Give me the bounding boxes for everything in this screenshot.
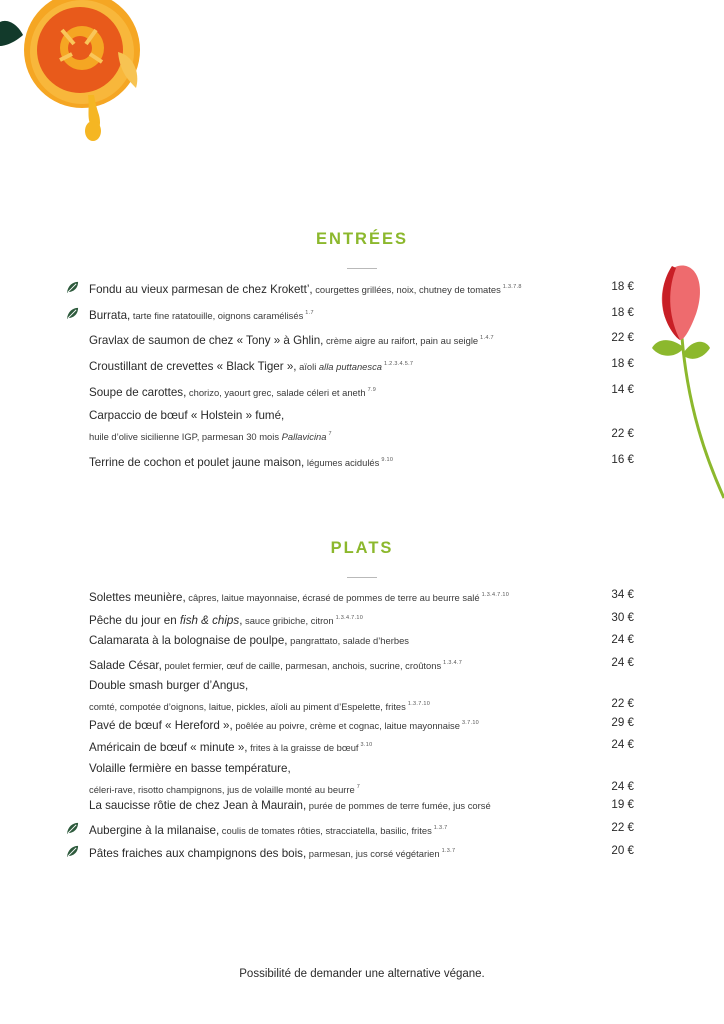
item-price: 24 € xyxy=(611,738,634,751)
item-name: Calamarata à la bolognaise de poulpe, xyxy=(89,634,288,647)
item-price: 18 € xyxy=(611,306,634,319)
item-description: sauce gribiche, citron xyxy=(242,615,334,626)
item-description: poêlée au poivre, crème et cognac, laitue mayonnaise xyxy=(232,720,460,731)
allergen-notes: 1.4.7 xyxy=(480,335,494,341)
menu-item xyxy=(89,795,634,815)
item-description-italic: Pallavicina xyxy=(281,431,327,442)
item-name: Américain de bœuf « minute », xyxy=(89,741,248,754)
item-name: La saucisse rôtie de chez Jean à Maurain, xyxy=(89,799,307,812)
allergen-notes: 1.3.4.7 xyxy=(443,660,463,666)
menu-item xyxy=(89,277,634,297)
section-title-entrees: ENTRÉES xyxy=(316,230,408,248)
item-price: 30 € xyxy=(611,611,634,624)
item-name: Solettes meunière, xyxy=(89,591,186,604)
menu-item xyxy=(89,713,634,733)
allergen-notes: 1.3.7 xyxy=(441,848,456,854)
item-name: Soupe de carottes, xyxy=(89,386,187,399)
section-divider xyxy=(347,577,377,578)
item-name: Gravlax de saumon de chez « Tony » à Ghlin, xyxy=(89,334,324,347)
item-name: Aubergine à la milanaise, xyxy=(89,824,220,837)
item-price: 24 € xyxy=(611,633,634,646)
item-name-suffix: , xyxy=(239,614,243,627)
allergen-notes: 7 xyxy=(356,784,361,790)
item-description: parmesan, jus corsé végétarien xyxy=(306,848,440,859)
item-price: 29 € xyxy=(611,716,634,729)
allergen-notes: 7.9 xyxy=(367,387,377,393)
item-description: chorizo, yaourt grec, salade céleri et aneth xyxy=(186,387,366,398)
item-name: Fondu au vieux parmesan de chez Krokett’, xyxy=(89,283,313,296)
item-price: 24 € xyxy=(611,780,634,793)
menu-item xyxy=(89,675,634,715)
item-description: courgettes grillées, noix, chutney de tomates xyxy=(312,284,501,295)
item-price: 19 € xyxy=(611,798,634,811)
leaf-icon xyxy=(66,307,79,320)
menu-item xyxy=(89,608,634,628)
item-description: tarte fine ratatouille, oignons caramélisés xyxy=(130,310,304,321)
flower-icon xyxy=(648,258,724,503)
item-name: Pêche du jour en xyxy=(89,614,180,627)
item-name: Double smash burger d’Angus, xyxy=(89,679,249,692)
menu-item xyxy=(89,380,634,400)
menu-item xyxy=(89,354,634,374)
allergen-notes: 3.10 xyxy=(360,742,373,748)
menu-item xyxy=(89,818,634,838)
allergen-notes: 1.2.3.4.5.7 xyxy=(384,361,414,367)
menu-item xyxy=(89,405,634,445)
orange-slice-icon xyxy=(0,0,150,150)
item-price: 14 € xyxy=(611,383,634,396)
item-description: pangrattato, salade d’herbes xyxy=(287,635,409,646)
item-description: purée de pommes de terre fumée, jus corsé xyxy=(306,800,491,811)
item-price: 16 € xyxy=(611,453,634,466)
item-description: coulis de tomates rôties, stracciatella, basilic, frites xyxy=(219,825,432,836)
item-description: câpres, laitue mayonnaise, écrasé de pommes de terre au beurre salé xyxy=(185,592,480,603)
menu-item xyxy=(89,758,634,798)
section-divider xyxy=(347,268,377,269)
item-price: 22 € xyxy=(611,427,634,440)
item-price: 22 € xyxy=(611,821,634,834)
allergen-notes: 1.3.7 xyxy=(433,825,448,831)
leaf-icon xyxy=(66,281,79,294)
item-description: céleri-rave, risotto champignons, jus de volaille monté au beurre xyxy=(89,784,355,795)
item-price: 22 € xyxy=(611,697,634,710)
item-price: 24 € xyxy=(611,656,634,669)
item-price: 22 € xyxy=(611,331,634,344)
item-description: comté, compotée d’oignons, laitue, pickles, aïoli au piment d’Espelette, frites xyxy=(89,701,406,712)
section-title-plats: PLATS xyxy=(330,539,394,557)
leaf-icon xyxy=(66,845,79,858)
allergen-notes: 1.3.7.8 xyxy=(502,284,522,290)
item-name: Croustillant de crevettes « Black Tiger », xyxy=(89,360,297,373)
menu-item xyxy=(89,585,634,605)
item-price: 20 € xyxy=(611,844,634,857)
vegan-alternative-note: Possibilité de demander une alternative végane. xyxy=(239,968,485,980)
item-name: Pâtes fraiches aux champignons des bois, xyxy=(89,847,307,860)
leaf-icon xyxy=(66,822,79,835)
item-description: légumes acidulés xyxy=(304,457,380,468)
allergen-notes: 1.3.4.7.10 xyxy=(481,592,510,598)
item-name: Carpaccio de bœuf « Holstein » fumé, xyxy=(89,409,285,422)
menu-item xyxy=(89,653,634,673)
item-name: Volaille fermière en basse température, xyxy=(89,762,291,775)
menu-item xyxy=(89,328,634,348)
item-description-italic: alla puttanesca xyxy=(318,361,382,372)
item-name: Terrine de cochon et poulet jaune maison, xyxy=(89,456,305,469)
item-name-italic: fish & chips xyxy=(179,614,240,627)
item-description: aïoli xyxy=(296,361,319,372)
allergen-notes: 9.10 xyxy=(381,457,394,463)
menu-item xyxy=(89,303,634,323)
item-price: 18 € xyxy=(611,357,634,370)
item-name: Burrata, xyxy=(89,309,131,322)
allergen-notes: 3.7.10 xyxy=(461,720,480,726)
item-description: poulet fermier, œuf de caille, parmesan, anchois, sucrine, croûtons xyxy=(161,660,442,671)
menu-item xyxy=(89,735,634,755)
menu-item xyxy=(89,630,634,650)
menu-item xyxy=(89,450,634,470)
item-description: huile d’olive sicilienne IGP, parmesan 30 mois xyxy=(89,431,282,442)
item-name: Pavé de bœuf « Hereford », xyxy=(89,719,233,732)
item-price: 34 € xyxy=(611,588,634,601)
item-price: 18 € xyxy=(611,280,634,293)
item-description: frites à la graisse de bœuf xyxy=(247,742,359,753)
allergen-notes: 1.7 xyxy=(305,310,314,316)
allergen-notes: 1.3.4.7.10 xyxy=(335,615,364,621)
item-description: crème aigre au raifort, pain au seigle xyxy=(323,335,479,346)
allergen-notes: 7 xyxy=(328,431,332,437)
allergen-notes: 1.3.7.10 xyxy=(407,701,431,707)
menu-item xyxy=(89,841,634,861)
item-name: Salade César, xyxy=(89,659,162,672)
